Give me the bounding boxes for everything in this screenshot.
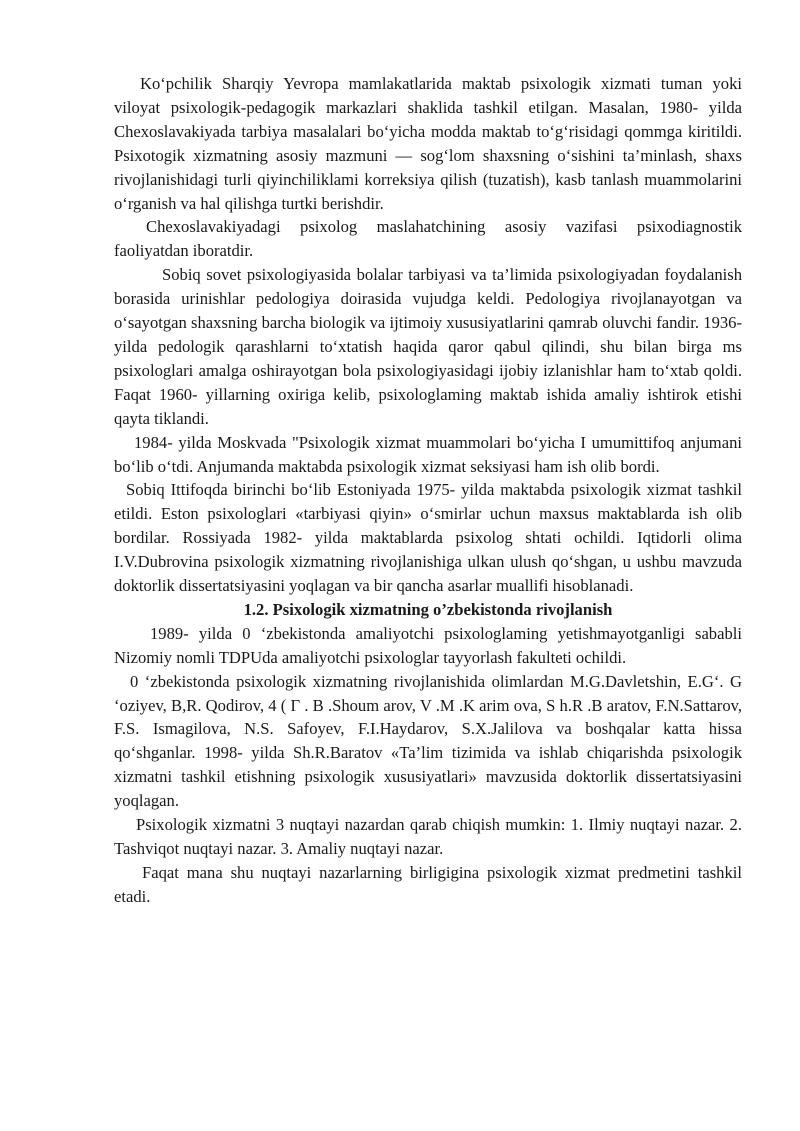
- paragraph-soviet-psychology: Sobiq sovet psixologiyasida bolalar tarbiyasi va ta’limida psixologiyadan foydalanish borasida urinishlar pedologiya doirasida vujudga keldi. Pedologiya rivojlanayotgan va o‘sayotgan shaxsning barcha biologik va ijtimoiy xususiyatlarini qamrab oluvchi fandir. 1936- yilda pedologik qarashlarni to‘xtatish haqida qaror qabul qilindi, shu bilan birga ms psixologlari amalga oshirayotgan bola psixologiyasidagi ijobiy izlanishlar ham to‘xtab qoldi. Faqat 1960- yillarning oxiriga kelib, psixologlaming maktab ishida amaliy ishtirok etishi qayta tiklandi.: [114, 265, 742, 428]
- paragraph-tdpu-1989: 1989- yilda 0 ‘zbekistonda amaliyotchi psixologlaming yetishmayotganligi sababli Nizomiy nomli TDPUda amaliyotchi psixologlar tayyorlash fakulteti ochildi.: [114, 623, 742, 667]
- paragraph-eastern-europe: Ko‘pchilik Sharqiy Yevropa mamlakatlarida maktab psixologik xizmati tuman yoki viloyat psixologik-pedagogik markazlari shaklida tashkil etilgan. Masalan, 1980- yilda Chexoslavakiyada tarbiya masalalari bo‘yicha modda maktab to‘g‘risidagi qommga kiritildi. Psixotogik xizmatning asosiy mazmuni — sog‘lom shaxsning o‘sishini ta’minlash, shaxs rivojlanishidagi turli qiyinchiliklami korreksiya qilish (tuzatish), kasb tanlash muammolarini o‘rganish va hal qilishga turtki berishdir.: [114, 74, 742, 213]
- paragraph-uzbek-scholars: 0 ‘zbekistonda psixologik xizmatning rivojlanishida olimlardan M.G.Davletshin, E.G‘. G ‘oziyev, B,R. Qodirov, 4 ( Г . B .Shoum arov, V .M .K arim ova, S h.R .B aratov, F.N.Sattarov, F.S. Ismagilova, N.S. Safoyev, F.I.Haydarov, S.X.Jalilova va boshqalar katta hissa qo‘shganlar. 1998- yilda Sh.R.Baratov «Ta’lim tizimida va ishlab chiqarishda psixologik xizmatni tashkil etishning psixologik xususiyatlari» mavzusida doktorlik dissertatsiyasini yoqlagan.: [114, 671, 742, 811]
- paragraph-czechoslovakia: Chexoslavakiyadagi psixolog maslahatchining asosiy vazifasi psixodiagnostik faoliyatdan iboratdir.: [114, 217, 742, 261]
- paragraph-moscow-1984: 1984- yilda Moskvada "Psixologik xizmat muammolari bo‘yicha I umumittifoq anjumani bo‘lib o‘tdi. Anjumanda maktabda psixologik xizmat seksiyasi ham ish olib bordi.: [114, 432, 742, 476]
- document-page: [114, 72, 742, 909]
- paragraph-estonia-1975: Sobiq Ittifoqda birinchi bo‘lib Estoniyada 1975- yilda maktabda psixologik xizmat tashkil etildi. Eston psixologlari «tarbiyasi qiyin» o‘smirlar uchun maxsus maktablarda ish olib bordilar. Rossiyada 1982- yilda maktablarda psixolog shtati ochildi. Iqtidorli olima I.V.Dubrovina psixologik xizmatning rivojlanishiga ulkan ulush qo‘shgan, u ushbu mavzuda doktorlik dissertatsiyasini yoqlagan va bir qancha asarlar muallifi hisoblanadi.: [114, 480, 742, 596]
- paragraph-three-viewpoints: Psixologik xizmatni 3 nuqtayi nazardan qarab chiqish mumkin: 1. Ilmiy nuqtayi nazar. 2. Tashviqot nuqtayi nazar. 3. Amaliy nuqtayi nazar.: [114, 815, 742, 858]
- paragraph-conclusion: Faqat mana shu nuqtayi nazarlarning birligigina psixologik xizmat predmetini tashkil etadi.: [114, 862, 742, 906]
- section-heading: 1.2. Psixologik xizmatning o’zbekistonda rivojlanish: [243, 599, 613, 619]
